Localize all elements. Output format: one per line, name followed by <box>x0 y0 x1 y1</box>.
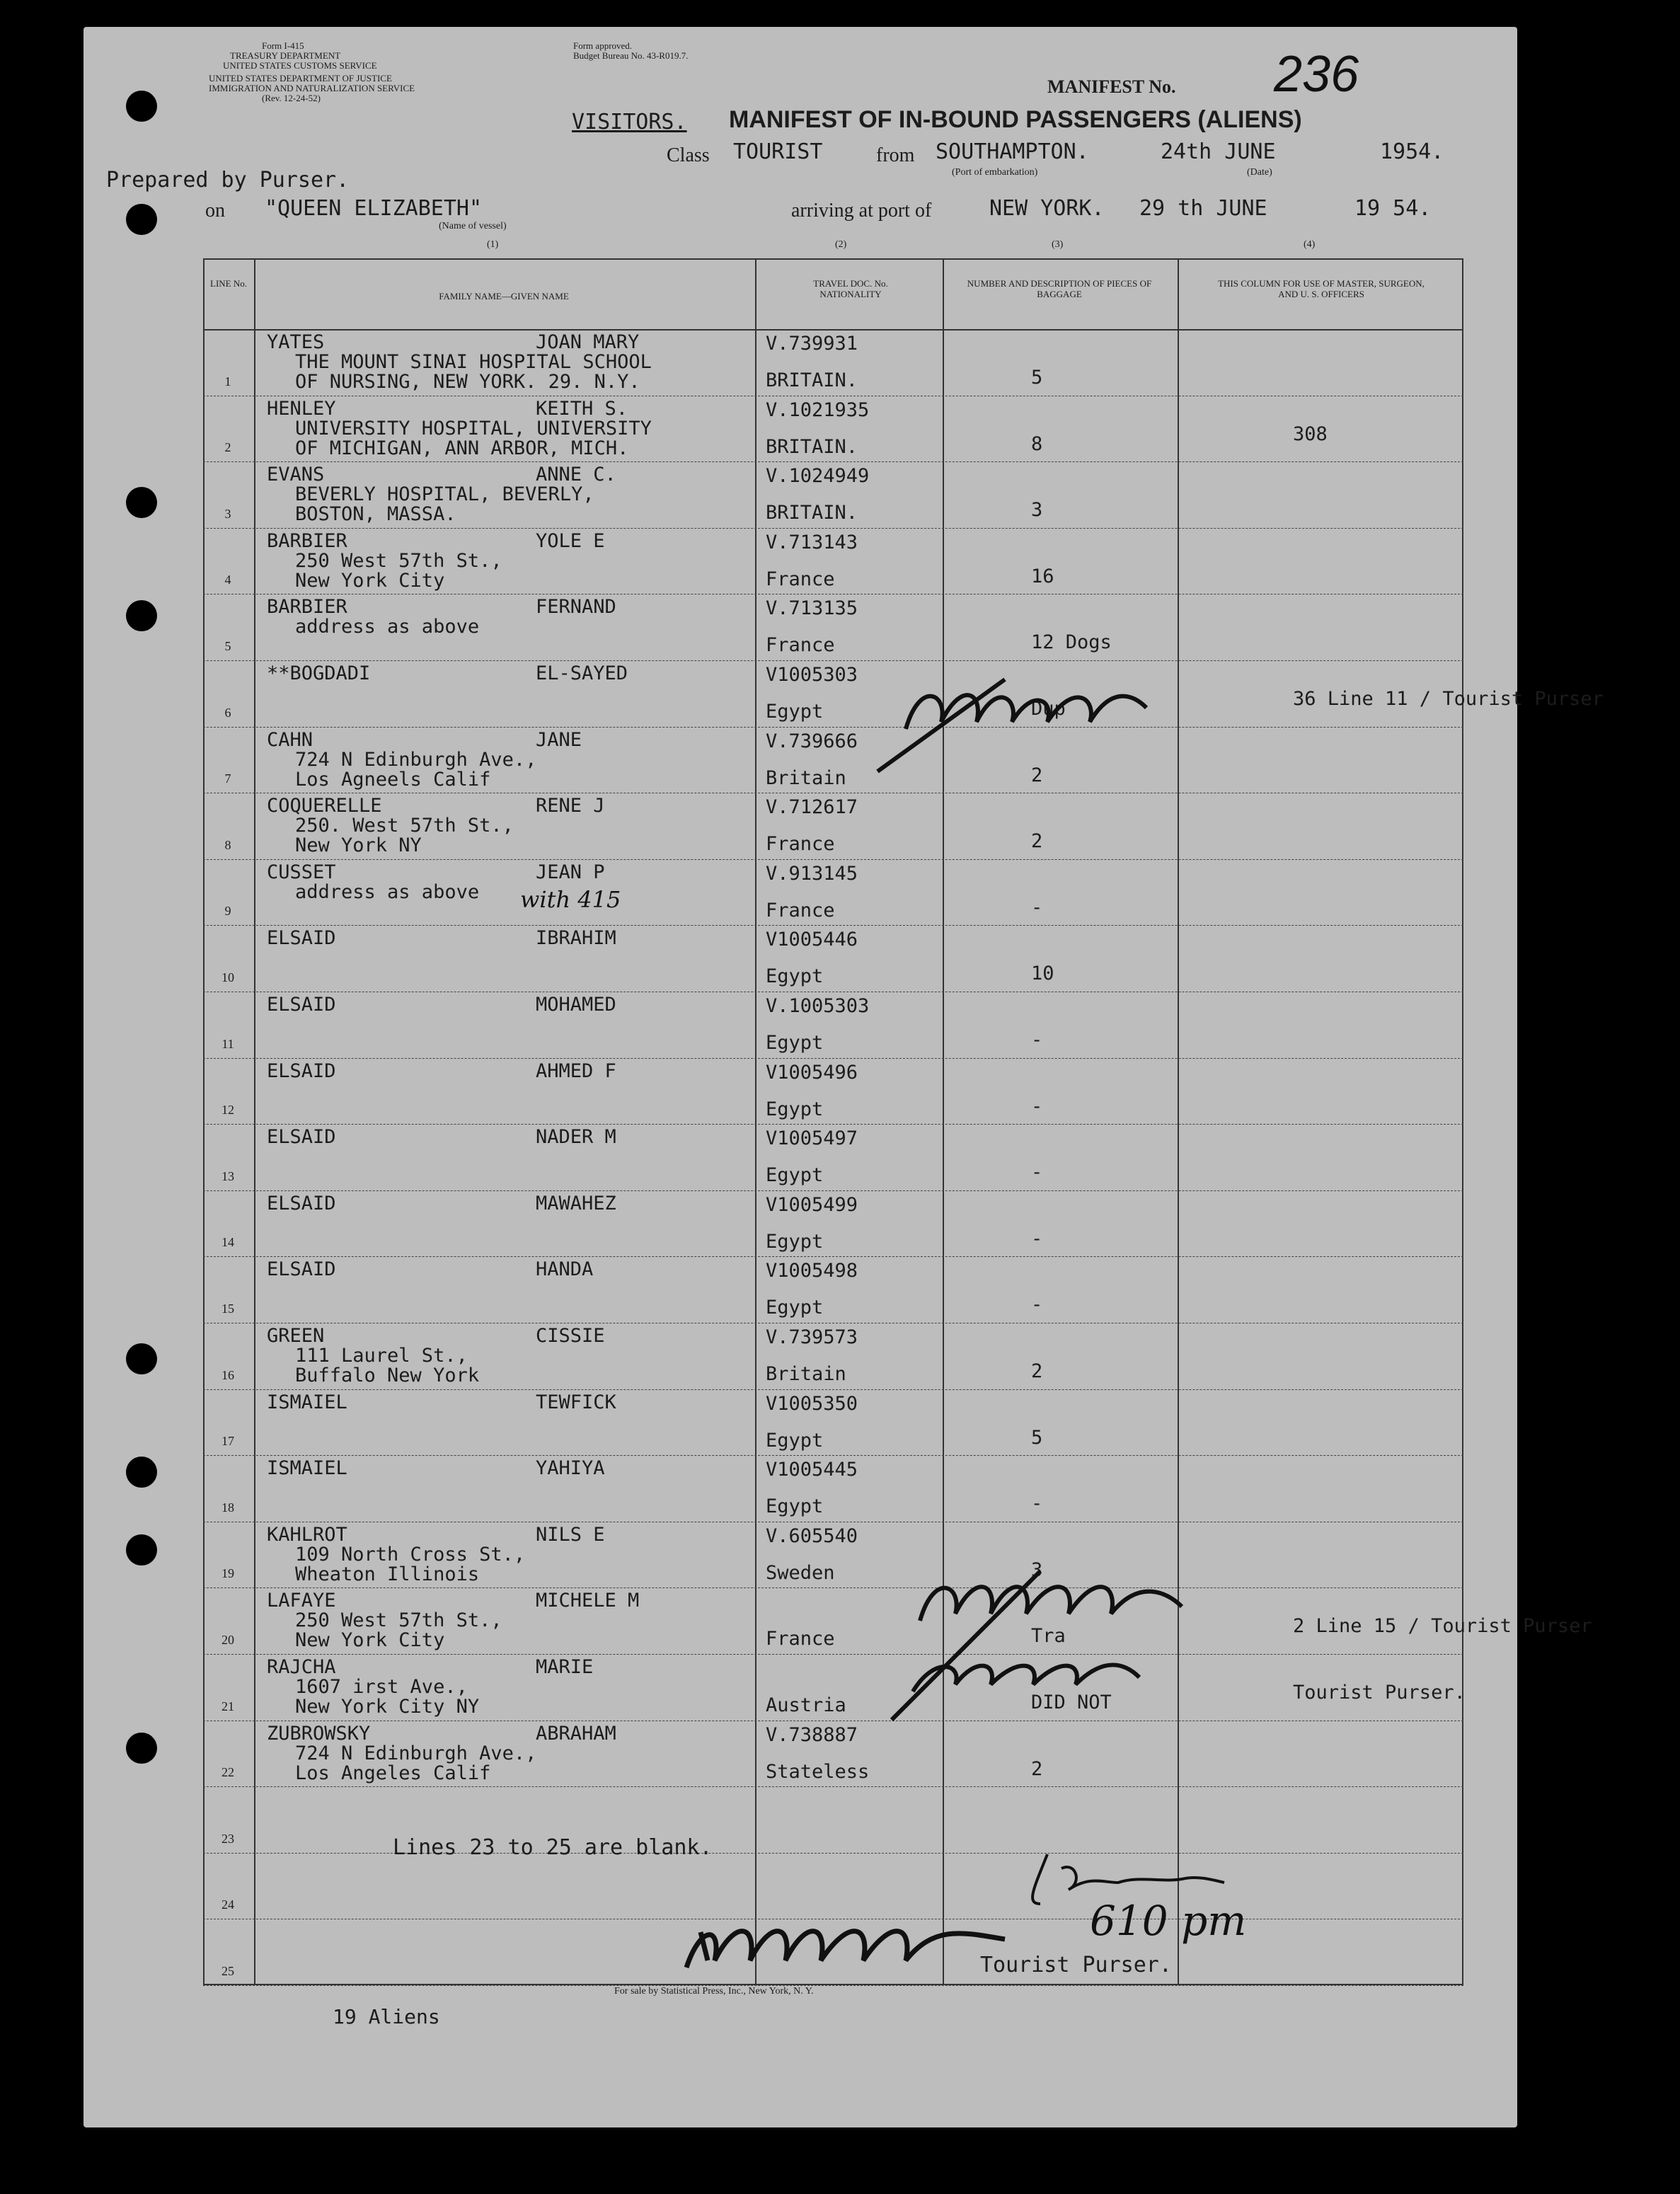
family-name: ZUBROWSKY <box>267 1722 371 1745</box>
travel-doc-number: V.739931 <box>766 333 858 355</box>
line-number: 25 <box>221 1963 234 1978</box>
family-name: ISMAIEL <box>267 1391 347 1413</box>
baggage: - <box>1031 1294 1043 1316</box>
prepared-by: Prepared by Purser. <box>106 168 350 193</box>
line-number: 24 <box>221 1897 234 1912</box>
officer-note: Tourist Purser. <box>1293 1682 1466 1704</box>
given-name: MOHAMED <box>536 994 616 1016</box>
nationality: Egypt <box>766 1164 824 1187</box>
visitors-label: VISITORS. <box>572 110 687 134</box>
address-line-2: New York City <box>295 1629 445 1652</box>
nationality: BRITAIN. <box>766 435 858 458</box>
given-name: ANNE C. <box>536 464 616 486</box>
nationality: Egypt <box>766 1495 824 1518</box>
total-aliens: 19 Aliens <box>333 2005 440 2028</box>
vessel-caption: (Name of vessel) <box>439 221 507 231</box>
baggage: 3 <box>1031 1558 1043 1581</box>
family-name: ELSAID <box>267 994 336 1016</box>
travel-doc-number: V.913145 <box>766 862 858 885</box>
table-row <box>203 461 1463 528</box>
printer-credit: For sale by Statistical Press, Inc., New York, N. Y. <box>614 1986 814 1997</box>
address-line-1: 250 West 57th St., <box>295 549 502 572</box>
punch-hole <box>126 1534 157 1566</box>
family-name: COQUERELLE <box>267 795 382 817</box>
travel-doc-number: V1005498 <box>766 1260 858 1282</box>
given-name: MARIE <box>536 1656 594 1678</box>
address-line-2: OF NURSING, NEW YORK. 29. N.Y. <box>295 371 640 393</box>
line-number: 2 <box>224 440 231 455</box>
given-name: KEITH S. <box>536 397 628 420</box>
baggage: Tra <box>1031 1625 1066 1648</box>
line-number: 18 <box>221 1500 234 1515</box>
nationality: France <box>766 833 835 856</box>
family-name: BARBIER <box>267 596 347 619</box>
family-name: ELSAID <box>267 1059 336 1082</box>
address-line-1: BEVERLY HOSPITAL, BEVERLY, <box>295 483 594 506</box>
table-row <box>203 396 1463 462</box>
table-row <box>203 793 1463 859</box>
travel-doc-number: V1005303 <box>766 664 858 686</box>
family-name: HENLEY <box>267 397 336 420</box>
column-caption-4: (4) <box>1304 239 1316 250</box>
baggage: 3 <box>1031 499 1043 522</box>
family-name: ELSAID <box>267 1192 336 1214</box>
column-caption-2: (2) <box>835 239 847 250</box>
table-row <box>203 528 1463 595</box>
nationality: Egypt <box>766 701 824 723</box>
baggage: 2 <box>1031 830 1043 853</box>
purser-signature-row6 <box>863 651 1161 779</box>
family-name: CUSSET <box>267 861 336 883</box>
baggage: 16 <box>1031 565 1054 587</box>
table-row <box>203 1522 1463 1588</box>
address-line-1: 724 N Edinburgh Ave., <box>295 748 537 771</box>
table-row <box>203 1256 1463 1323</box>
family-name: KAHLROT <box>267 1523 347 1546</box>
dept-customs: UNITED STATES CUSTOMS SERVICE <box>223 60 377 71</box>
baggage: - <box>1031 1161 1043 1184</box>
punch-hole <box>126 1733 157 1764</box>
table-row <box>203 1587 1592 1654</box>
family-name: CAHN <box>267 728 313 751</box>
address-line-1: address as above <box>295 616 480 638</box>
address-line-2: Los Agneels Calif <box>295 768 491 791</box>
table-row <box>203 1721 1463 1787</box>
family-name: GREEN <box>267 1325 325 1347</box>
date-caption: (Date) <box>1247 167 1272 178</box>
blank-lines-note: Lines 23 to 25 are blank. <box>393 1835 713 1860</box>
line-number: 5 <box>224 638 231 653</box>
nationality: France <box>766 634 835 657</box>
budget-bureau: Budget Bureau No. 43-R019.7. <box>573 50 689 61</box>
line-number: 9 <box>224 904 231 919</box>
punch-hole <box>126 1457 157 1488</box>
address-line-2: Los Angeles Calif <box>295 1762 491 1784</box>
port-caption: (Port of embarkation) <box>952 167 1038 178</box>
line-number: 7 <box>224 771 231 786</box>
travel-doc-number: V.739573 <box>766 1326 858 1348</box>
dept-justice: UNITED STATES DEPARTMENT OF JUSTICE <box>209 73 392 84</box>
address-line-1: 250. West 57th St., <box>295 815 514 837</box>
nationality: Sweden <box>766 1561 835 1584</box>
family-name: BARBIER <box>267 529 347 552</box>
family-name: YATES <box>267 331 325 353</box>
arrival-date: 29 th JUNE <box>1139 196 1267 221</box>
given-name: IBRAHIM <box>536 927 616 950</box>
column-caption-3: (3) <box>1052 239 1064 250</box>
travel-doc-number: V.738887 <box>766 1723 858 1746</box>
family-name: ELSAID <box>267 1258 336 1281</box>
baggage: 2 <box>1031 764 1043 786</box>
form-number: Form I-415 <box>262 40 304 51</box>
header-baggage: NUMBER AND DESCRIPTION OF PIECES OF BAGGAGE <box>967 278 1152 299</box>
line-number: 19 <box>221 1566 234 1581</box>
baggage: - <box>1031 896 1043 919</box>
address-line-1: 724 N Edinburgh Ave., <box>295 1742 537 1764</box>
officer-note: 2 Line 15 / Tourist Purser <box>1293 1615 1592 1638</box>
line-number: 4 <box>224 573 231 587</box>
family-name: ELSAID <box>267 1126 336 1149</box>
address-line-2: Buffalo New York <box>295 1365 480 1386</box>
form-revision: (Rev. 12-24-52) <box>262 93 321 103</box>
travel-doc-number: V.713135 <box>766 597 858 620</box>
address-line-2: BOSTON, MASSA. <box>295 503 456 526</box>
line-number: 22 <box>221 1765 234 1780</box>
given-name: NADER M <box>536 1126 616 1149</box>
header-travel-doc: TRAVEL DOC. No. NATIONALITY <box>813 278 888 299</box>
nationality: Stateless <box>766 1760 870 1783</box>
given-name: RENE J <box>536 795 605 817</box>
punch-hole <box>126 91 157 122</box>
given-name: FERNAND <box>536 596 616 619</box>
given-name: JEAN P <box>536 861 605 883</box>
given-name: HANDA <box>536 1258 594 1281</box>
column-caption-1: (1) <box>487 239 499 250</box>
punch-hole <box>126 1343 157 1374</box>
from-value: SOUTHAMPTON. <box>936 139 1089 164</box>
address-line-2: New York NY <box>295 834 422 857</box>
line-number: 13 <box>221 1168 234 1183</box>
manifest-number: 236 <box>1274 46 1359 103</box>
purser-signature-footer <box>679 1897 1019 1975</box>
line-number: 21 <box>221 1699 234 1713</box>
nationality: Egypt <box>766 1429 824 1452</box>
table-row <box>203 992 1463 1058</box>
address-line-1: 250 West 57th St., <box>295 1609 502 1632</box>
travel-doc-number: V1005446 <box>766 929 858 951</box>
on-label: on <box>205 200 225 222</box>
table-row <box>203 1455 1463 1522</box>
given-name: YOLE E <box>536 529 605 552</box>
handwritten-note-with-415: with 415 <box>520 886 621 913</box>
travel-doc-number: V1005497 <box>766 1127 858 1150</box>
baggage: 8 <box>1031 432 1043 455</box>
line-number: 10 <box>221 970 234 984</box>
departure-date: 24th JUNE <box>1161 139 1276 164</box>
manifest-table <box>203 258 1604 1985</box>
address-line-1: THE MOUNT SINAI HOSPITAL SCHOOL <box>295 351 652 373</box>
table-row <box>203 660 1604 727</box>
baggage: 2 <box>1031 1757 1043 1780</box>
purser-signature-row20 <box>870 1557 1267 1727</box>
line-number: 3 <box>224 506 231 521</box>
given-name: NILS E <box>536 1523 605 1546</box>
address-line-1: 111 Laurel St., <box>295 1345 468 1367</box>
travel-doc-number: V.1005303 <box>766 995 870 1017</box>
manifest-number-label: MANIFEST No. <box>1047 76 1176 97</box>
travel-doc-number: V.713143 <box>766 531 858 553</box>
address-line-2: New York City NY <box>295 1696 480 1718</box>
family-name: EVANS <box>267 464 325 486</box>
line-number: 20 <box>221 1632 234 1647</box>
baggage: 12 Dogs <box>1031 631 1112 654</box>
address-line-2: OF MICHIGAN, ANN ARBOR, MICH. <box>295 437 629 459</box>
line-number: 1 <box>224 374 231 389</box>
line-number: 23 <box>221 1831 234 1846</box>
table-row <box>203 925 1463 992</box>
given-name: CISSIE <box>536 1325 605 1347</box>
table-row <box>203 1124 1463 1190</box>
class-label: Class <box>667 144 710 166</box>
nationality: France <box>766 568 835 590</box>
from-label: from <box>876 144 915 166</box>
address-line-2: New York City <box>295 569 445 592</box>
baggage: - <box>1031 1227 1043 1250</box>
manifest-title: MANIFEST OF IN-BOUND PASSENGERS (ALIENS) <box>729 106 1302 133</box>
travel-doc-number: V1005496 <box>766 1061 858 1084</box>
travel-doc-number: V.712617 <box>766 796 858 819</box>
address-line-1: 109 North Cross St., <box>295 1543 526 1566</box>
baggage: Dup <box>1031 698 1066 720</box>
family-name: LAFAYE <box>267 1590 336 1612</box>
purser-footer: Tourist Purser. <box>980 1953 1172 1977</box>
travel-doc-number: V.1021935 <box>766 398 870 421</box>
nationality: BRITAIN. <box>766 502 858 524</box>
class-value: TOURIST <box>733 139 823 164</box>
departure-year: 1954. <box>1380 139 1444 164</box>
baggage: - <box>1031 1029 1043 1051</box>
travel-doc-number: V.605540 <box>766 1524 858 1547</box>
handwritten-time: 610 pm <box>1090 1897 1247 1945</box>
travel-doc-number: V.1024949 <box>766 465 870 488</box>
baggage: 2 <box>1031 1360 1043 1382</box>
nationality: Austria <box>766 1694 846 1716</box>
officer-note: 36 Line 11 / Tourist Purser <box>1293 688 1604 710</box>
table-row <box>203 859 1463 926</box>
table-row <box>203 1654 1466 1721</box>
line-number: 15 <box>221 1301 234 1316</box>
given-name: MAWAHEZ <box>536 1192 616 1214</box>
given-name: EL-SAYED <box>536 662 628 684</box>
travel-doc-number: V1005350 <box>766 1392 858 1415</box>
header-name: FAMILY NAME—GIVEN NAME <box>439 291 569 301</box>
line-number: 16 <box>221 1367 234 1382</box>
address-line-1: address as above <box>295 880 480 903</box>
nationality: Egypt <box>766 1032 824 1054</box>
nationality: Egypt <box>766 1098 824 1120</box>
table-row <box>203 594 1463 660</box>
dept-treasury: TREASURY DEPARTMENT <box>230 50 341 61</box>
table-row <box>203 1190 1463 1257</box>
line-number: 17 <box>221 1434 234 1449</box>
nationality: Egypt <box>766 1297 824 1319</box>
address-line-1: 1607 irst Ave., <box>295 1676 468 1698</box>
family-name: **BOGDADI <box>267 662 371 684</box>
vessel-name: "QUEEN ELIZABETH" <box>265 196 483 221</box>
nationality: BRITAIN. <box>766 369 858 391</box>
arriving-label: arriving at port of <box>791 200 932 222</box>
arrival-port: NEW YORK. <box>989 196 1105 221</box>
given-name: JANE <box>536 728 582 751</box>
nationality: Britain <box>766 1363 846 1385</box>
baggage: - <box>1031 1095 1043 1118</box>
officer-note: 308 <box>1293 423 1328 445</box>
baggage: DID NOT <box>1031 1692 1112 1713</box>
given-name: MICHELE M <box>536 1590 640 1612</box>
punch-hole <box>126 204 157 235</box>
baggage: 5 <box>1031 1426 1043 1449</box>
nationality: France <box>766 899 835 921</box>
line-number: 14 <box>221 1235 234 1250</box>
table-row <box>203 1323 1463 1389</box>
given-name: JOAN MARY <box>536 331 640 353</box>
travel-doc-number: V.739666 <box>766 730 858 752</box>
baggage: 5 <box>1031 367 1043 389</box>
nationality: Egypt <box>766 965 824 988</box>
punch-hole <box>126 487 157 518</box>
table-row <box>203 329 1463 396</box>
nationality: France <box>766 1628 835 1650</box>
dept-ins: IMMIGRATION AND NATURALIZATION SERVICE <box>209 83 415 93</box>
line-number: 6 <box>224 705 231 720</box>
header-line-no: LINE No. <box>210 278 247 289</box>
table-row <box>203 727 1463 793</box>
given-name: YAHIYA <box>536 1457 605 1480</box>
given-name: AHMED F <box>536 1059 616 1082</box>
family-name: RAJCHA <box>267 1656 336 1678</box>
header-officers: THIS COLUMN FOR USE OF MASTER, SURGEON, AND U. S. OFFICERS <box>1218 278 1425 299</box>
address-line-1: UNIVERSITY HOSPITAL, UNIVERSITY <box>295 417 652 440</box>
baggage: 10 <box>1031 963 1054 985</box>
travel-doc-number: V1005445 <box>766 1459 858 1481</box>
family-name: ELSAID <box>267 927 336 950</box>
nationality: Egypt <box>766 1230 824 1253</box>
given-name: TEWFICK <box>536 1391 616 1413</box>
line-number: 12 <box>221 1103 234 1118</box>
nationality: Britain <box>766 766 846 789</box>
line-number: 11 <box>221 1036 234 1051</box>
baggage: - <box>1031 1493 1043 1515</box>
line-number: 8 <box>224 837 231 852</box>
given-name: ABRAHAM <box>536 1722 616 1745</box>
table-row <box>203 1389 1463 1456</box>
table-row <box>203 1058 1463 1125</box>
arrival-year: 19 54. <box>1354 196 1432 221</box>
form-approved: Form approved. <box>573 40 633 51</box>
family-name: ISMAIEL <box>267 1457 347 1480</box>
travel-doc-number: V1005499 <box>766 1193 858 1216</box>
address-line-2: Wheaton Illinois <box>295 1563 480 1585</box>
officer-initials <box>1019 1847 1231 1911</box>
punch-hole <box>126 600 157 631</box>
